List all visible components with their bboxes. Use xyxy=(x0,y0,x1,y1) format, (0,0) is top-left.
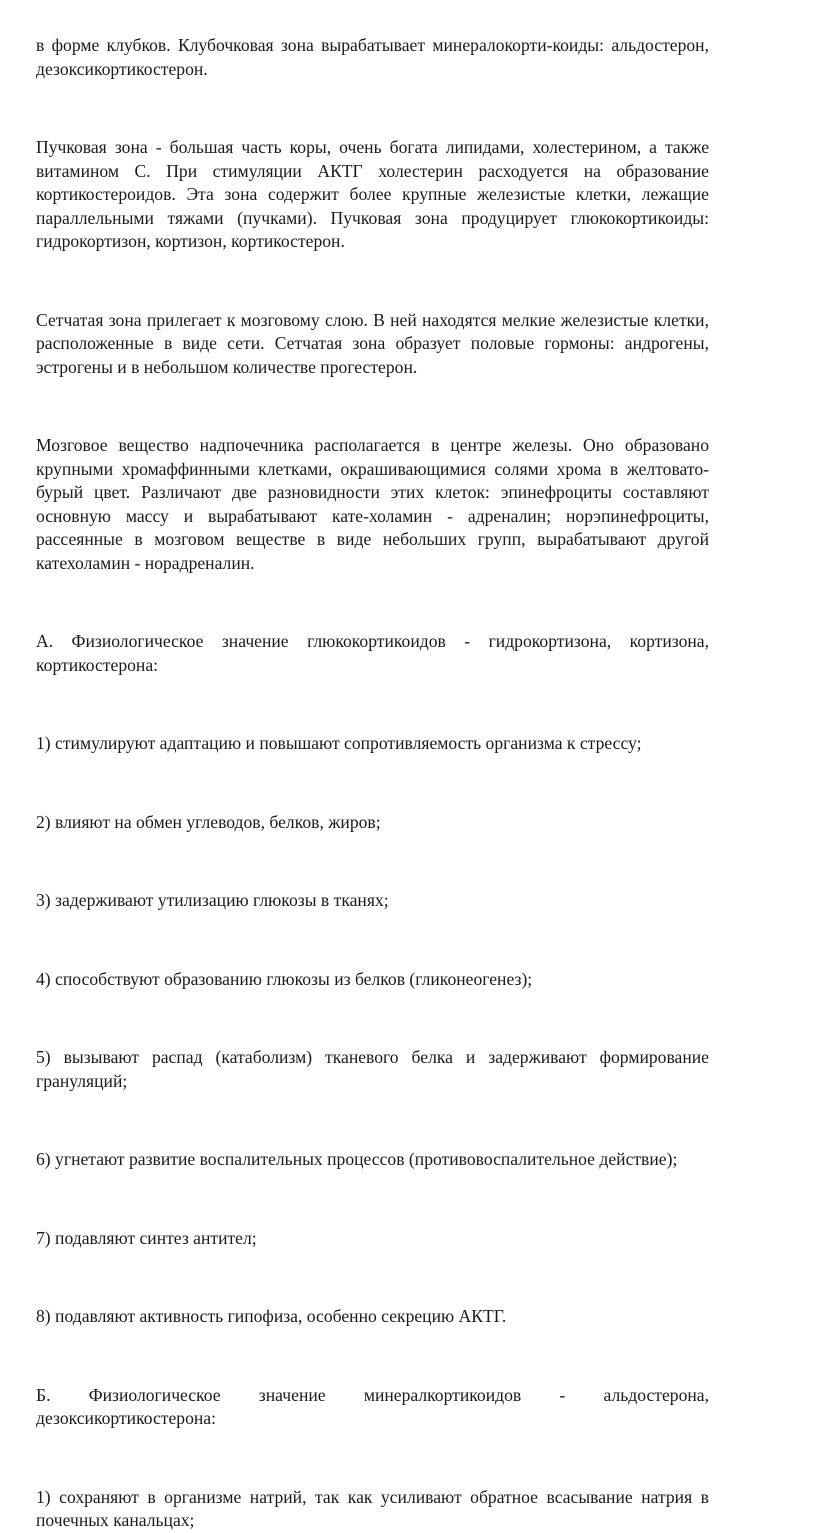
section-a-item-5: 5) вызывают распад (катаболизм) тканевого белка и задерживают формирование грануляций; xyxy=(36,1047,709,1091)
document-page xyxy=(36,34,709,1533)
paragraph-glomerular-zone: в форме клубков. Клубочковая зона вырабатывает минералокорти-коиды: альдостерон, дезоксикортикостерон. xyxy=(36,35,709,79)
section-a-item-8: 8) подавляют активность гипофиза, особенно секрецию АКТГ. xyxy=(36,1306,507,1326)
paragraph-medulla: Мозговое вещество надпочечника располагается в центре железы. Оно образовано крупными хромаффинными клетками, окрашивающимися солями хрома в желтовато-бурый цвет. Различают две разновидности этих клеток: эпинефроциты составляют основную массу и вырабатывают кате-холамин - адреналин; норэпинефроциты, рассеянные в мозговом веществе в виде небольших групп, вырабатывают другой катехоламин - норадреналин. xyxy=(36,435,709,573)
paragraph-fascicular-zone: Пучковая зона - большая часть коры, очень богата липидами, холестерином, а также витамином С. При стимуляции АКТГ холестерин расходуется на образование кортикостероидов. Эта зона содержит более крупные железистые клетки, лежащие параллельными тяжами (пучками). Пучковая зона продуцирует глюкокортикоиды: гидрокортизон, кортизон, кортикостерон. xyxy=(36,137,709,251)
section-a-item-4: 4) способствуют образованию глюкозы из белков (гликонеогенез); xyxy=(36,968,533,989)
section-b-heading: Б. Физиологическое значение минералкортикоидов - альдостерона, дезоксикортикостерона: xyxy=(36,1384,709,1428)
paragraph-reticular-zone: Сетчатая зона прилегает к мозговому слою. В ней находятся мелкие железистые клетки, расположенные в виде сети. Сетчатая зона образует половые гормоны: андрогены, эстрогены и в небольшом количестве прогестерон. xyxy=(36,309,709,377)
section-a-item-1: 1) стимулируют адаптацию и повышают сопротивляемость организма к стрессу; xyxy=(36,733,642,753)
section-a-item-2: 2) влияют на обмен углеводов, белков, жиров; xyxy=(36,811,381,832)
section-b-item-1: 1) сохраняют в организме натрий, так как усиливают обратное всасывание натрия в почечных канальцах; xyxy=(36,1486,709,1530)
section-a-item-7: 7) подавляют синтез антител; xyxy=(36,1227,257,1248)
section-a-item-3: 3) задерживают утилизацию глюкозы в тканях; xyxy=(36,890,389,910)
section-a-heading: А. Физиологическое значение глюкокортикоидов - гидрокортизона, кортизона, кортикостерона: xyxy=(36,631,709,675)
section-a-item-6: 6) угнетают развитие воспалительных процессов (противовоспалительное действие); xyxy=(36,1149,678,1169)
